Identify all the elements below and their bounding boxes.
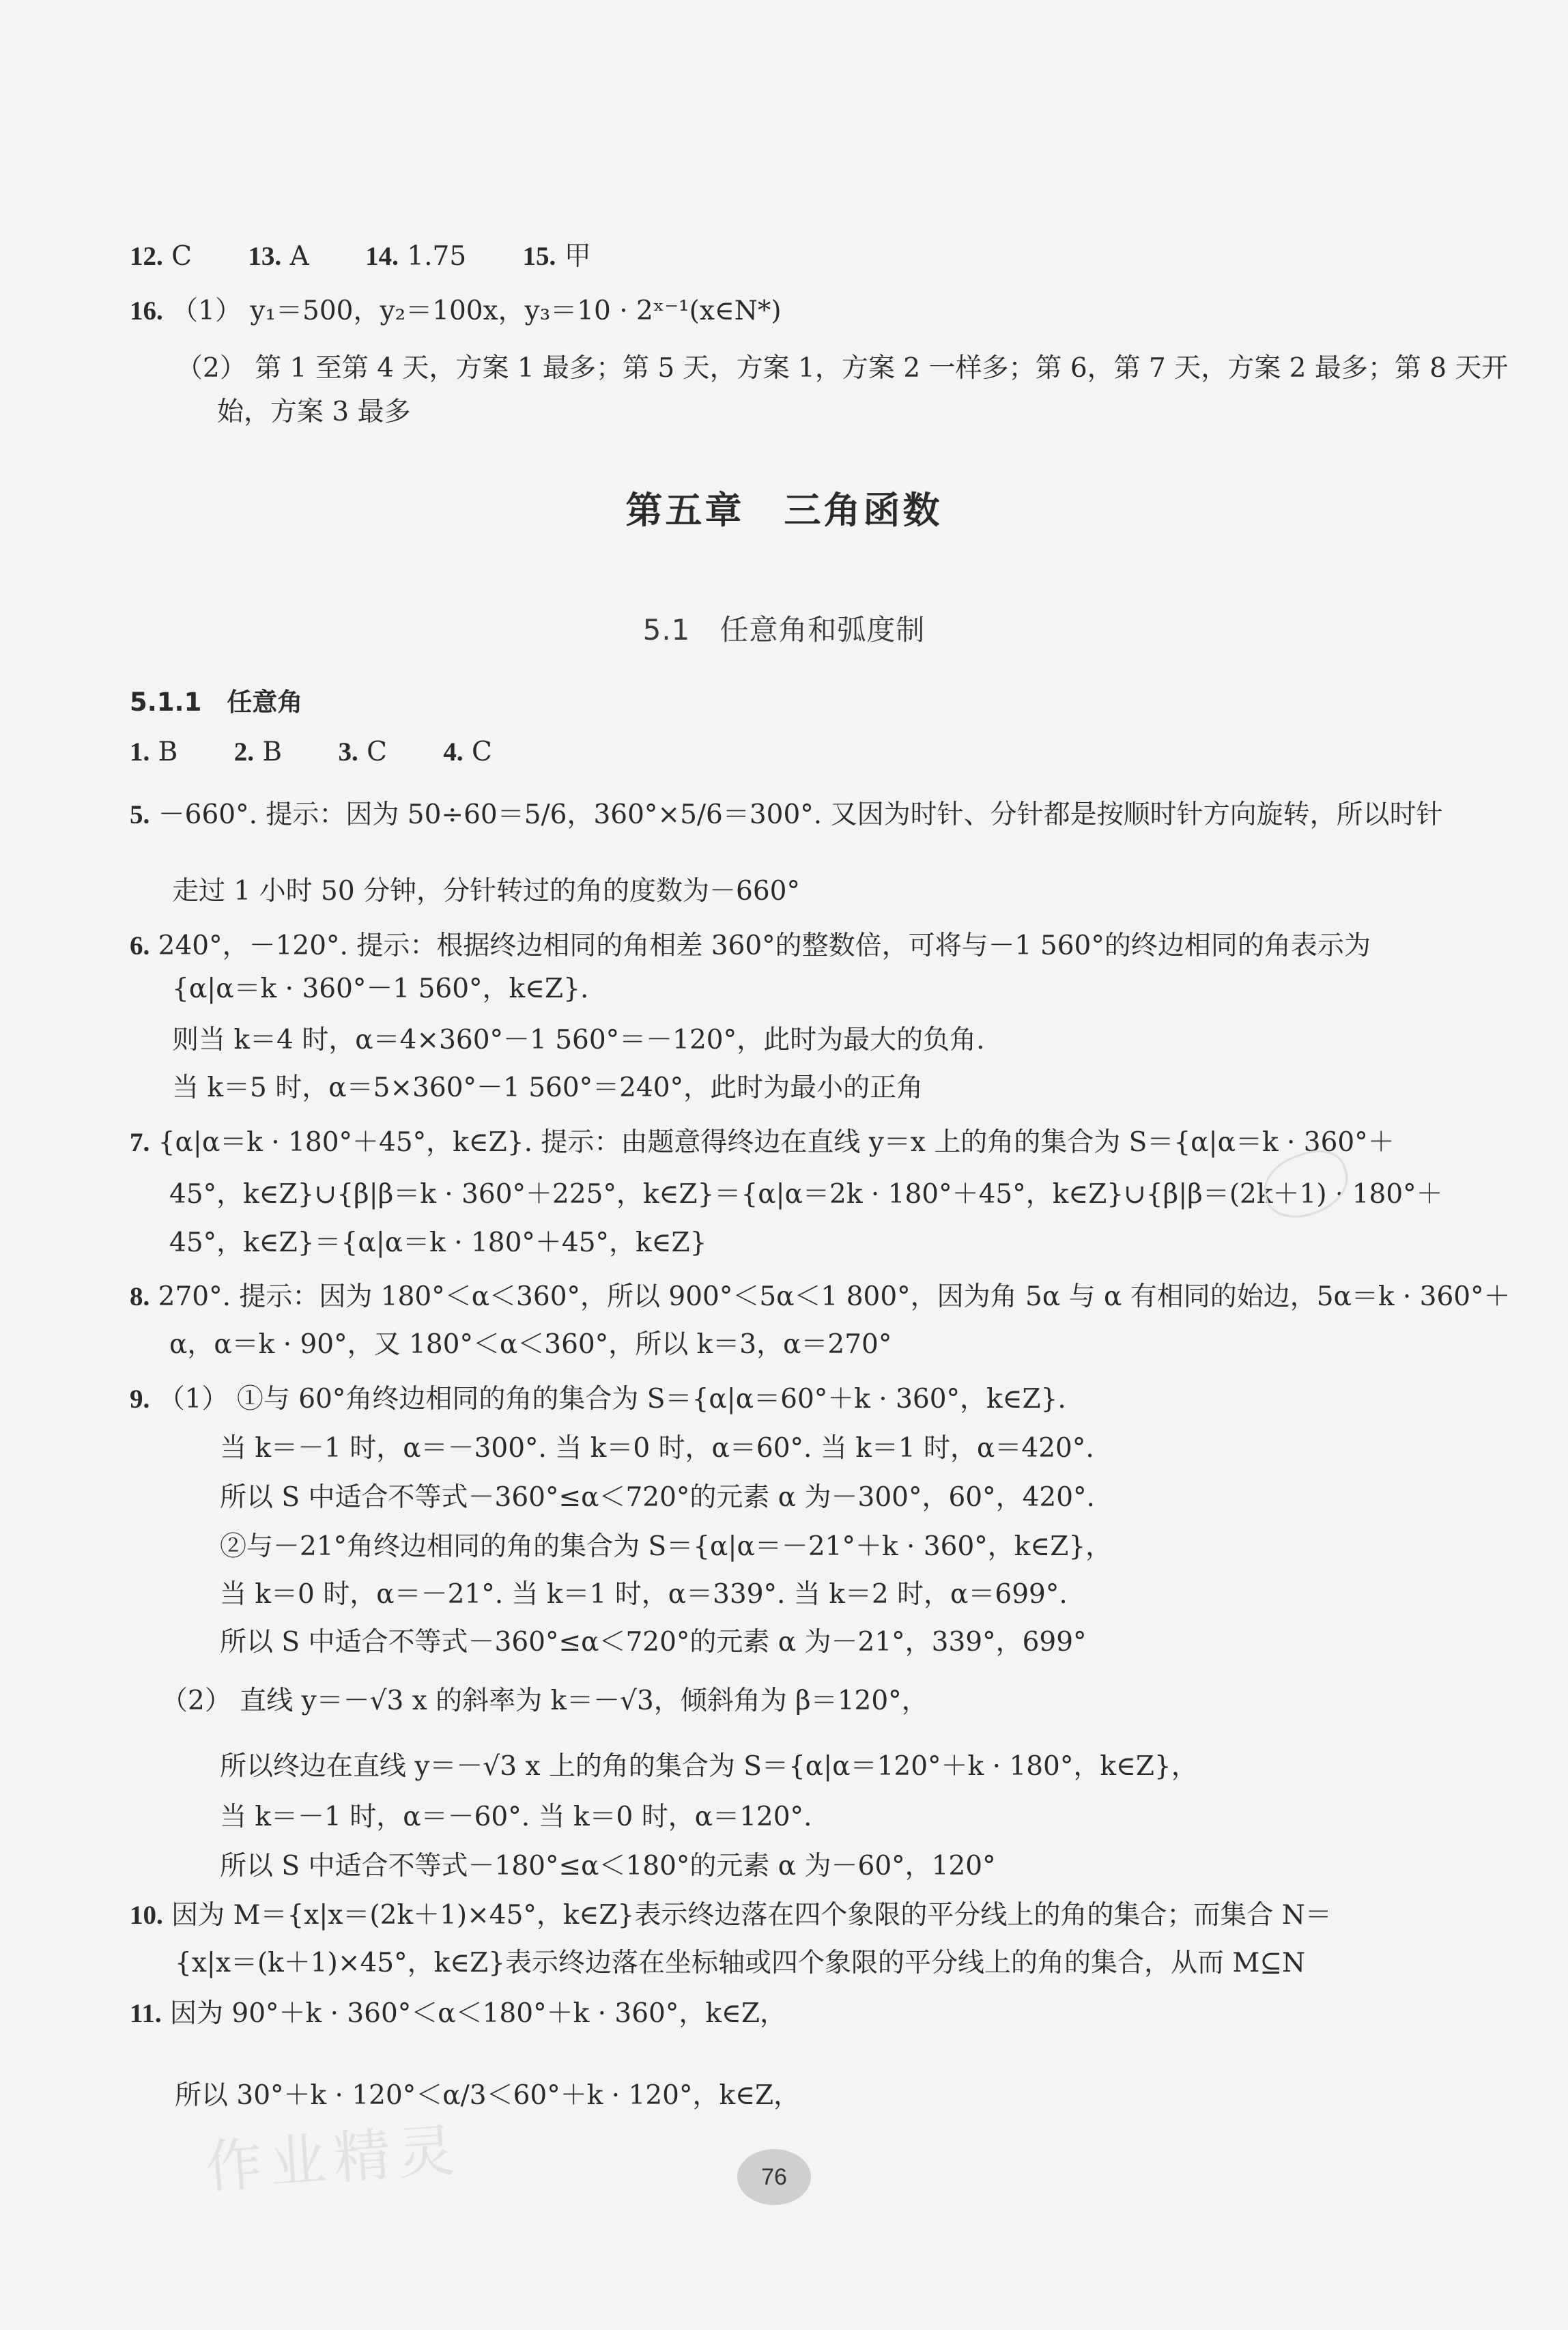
q6-text-1: 240°，－120°. 提示：根据终边相同的角相差 360°的整数倍，可将与－1 560°的终边相同的角表示为 (158, 930, 1371, 961)
q2-number: 2. (233, 737, 254, 767)
q5-line-2 (172, 875, 800, 908)
q9-text-7: （2） 直线 y＝－√3 x 的斜率为 k＝－√3，倾斜角为 β＝120°， (161, 1686, 928, 1716)
q3-number: 3. (338, 737, 358, 767)
answers-1-4 (130, 736, 540, 769)
subsection-title: 5.1.1 任意角 (130, 687, 303, 717)
q3-answer: C (367, 737, 387, 767)
q12-answer: C (171, 241, 192, 272)
q11-line-2 (175, 2079, 800, 2112)
q16-number: 16. (130, 296, 163, 326)
q10-text-2: {x|x＝(k＋1)×45°，k∈Z}表示终边落在坐标轴或四个象限的平分线上的角的集合，从而 M⊆N (175, 1948, 1306, 1978)
q12-number: 12. (130, 242, 163, 271)
q9-line-7 (161, 1685, 928, 1718)
q6-line-2 (172, 973, 588, 1006)
q11-text-2: 所以 30°＋k · 120°＜α/3＜60°＋k · 120°，k∈Z， (175, 2080, 801, 2111)
q16-line-1 (130, 295, 782, 328)
q8-text-2: α，α＝k · 90°，又 180°＜α＜360°，所以 k＝3，α＝270° (169, 1329, 892, 1360)
q5-text-1: －660°. 提示：因为 50÷60＝5/6，360°×5/6＝300°. 又因为时针、分针都是按顺时针方向旋转，所以时针 (158, 799, 1443, 830)
q9-line-8 (220, 1750, 1198, 1783)
q11-number: 11. (130, 1999, 162, 2028)
q8-line-2 (169, 1329, 892, 1361)
q16-text-1: （1） y₁＝500，y₂＝100x，y₃＝10 · 2ˣ⁻¹(x∈N*) (171, 296, 782, 326)
section-title: 5.1 任意角和弧度制 (642, 613, 926, 647)
q9-line-1 (130, 1383, 1066, 1416)
q9-text-1: （1） ①与 60°角终边相同的角的集合为 S＝{α|α＝60°＋k · 360°，k∈Z}. (158, 1384, 1066, 1415)
q9-text-2: 当 k＝－1 时，α＝－300°. 当 k＝0 时，α＝60°. 当 k＝1 时，α＝420°. (220, 1433, 1094, 1464)
q9-line-5 (220, 1578, 1068, 1611)
q11-text-1: 因为 90°＋k · 360°＜α＜180°＋k · 360°，k∈Z， (170, 1998, 786, 2029)
q9-line-6 (220, 1626, 1087, 1659)
q13-number: 13. (248, 242, 282, 271)
q10-line-1 (130, 1899, 1332, 1932)
q9-number: 9. (130, 1384, 150, 1414)
q9-line-4 (220, 1531, 1112, 1563)
q9-line-3 (220, 1481, 1095, 1514)
q6-number: 6. (130, 931, 150, 961)
q1-number: 1. (130, 737, 150, 767)
q5-number: 5. (130, 800, 150, 829)
q1-answer: B (158, 737, 178, 767)
q9-line-2 (220, 1432, 1094, 1465)
answers-12-15 (130, 240, 639, 273)
q6-text-2: {α|α＝k · 360°－1 560°，k∈Z}. (172, 974, 589, 1004)
q6-line-3 (172, 1024, 985, 1057)
q4-answer: C (472, 737, 492, 767)
page-number-badge: 76 (737, 2149, 811, 2205)
q7-number: 7. (130, 1128, 150, 1157)
q9-line-10 (220, 1850, 996, 1883)
q7-text-1: {α|α＝k · 180°＋45°，k∈Z}. 提示：由题意得终边在直线 y＝x 上的角的集合为 S＝{α|α＝k · 360°＋ (158, 1127, 1395, 1158)
q14-number: 14. (365, 242, 399, 271)
q16-text-3: 始，方案 3 最多 (217, 397, 411, 427)
q9-line-9 (220, 1801, 812, 1834)
q5-line-1 (130, 799, 1443, 832)
q9-text-10: 所以 S 中适合不等式－180°≤α＜180°的元素 α 为－60°，120° (220, 1851, 996, 1881)
q13-answer: A (289, 241, 309, 272)
q7-line-2 (169, 1178, 1443, 1211)
q8-text-1: 270°. 提示：因为 180°＜α＜360°，所以 900°＜5α＜1 800°，因为角 5α 与 α 有相同的始边，5α＝k · 360°＋ (158, 1281, 1511, 1312)
q16-text-2: （2） 第 1 至第 4 天，方案 1 最多；第 5 天，方案 1，方案 2 一样多；第 6，第 7 天，方案 2 最多；第 8 天开 (176, 353, 1509, 384)
q15-number: 15. (522, 242, 556, 271)
q6-line-1 (130, 930, 1371, 963)
q9-text-3: 所以 S 中适合不等式－360°≤α＜720°的元素 α 为－300°，60°，420°. (220, 1482, 1095, 1513)
q16-line-3 (217, 396, 411, 429)
q9-text-5: 当 k＝0 时，α＝－21°. 当 k＝1 时，α＝339°. 当 k＝2 时，α＝699°. (220, 1579, 1068, 1610)
q5-text-2: 走过 1 小时 50 分钟，分针转过的角的度数为－660° (172, 876, 800, 907)
q4-number: 4. (443, 737, 464, 767)
q8-line-1 (130, 1281, 1511, 1313)
q7-text-3: 45°，k∈Z}＝{α|α＝k · 180°＋45°，k∈Z} (169, 1227, 707, 1258)
q16-line-2 (176, 352, 1509, 385)
q7-line-1 (130, 1126, 1395, 1159)
watermark-logo: 作业精灵 (203, 2116, 464, 2201)
q6-text-3: 则当 k＝4 时，α＝4×360°－1 560°＝－120°，此时为最大的负角. (172, 1025, 985, 1055)
q10-text-1: 因为 M＝{x|x＝(2k＋1)×45°，k∈Z}表示终边落在四个象限的平分线上的角的集合；而集合 N＝ (171, 1900, 1332, 1931)
q9-text-9: 当 k＝－1 时，α＝－60°. 当 k＝0 时，α＝120°. (220, 1802, 812, 1832)
chapter-title: 第五章 三角函数 (625, 489, 943, 532)
q6-text-4: 当 k＝5 时，α＝5×360°－1 560°＝240°，此时为最小的正角 (172, 1072, 924, 1103)
q11-line-1 (130, 1998, 786, 2030)
q14-answer: 1.75 (407, 241, 467, 272)
q10-number: 10. (130, 1901, 163, 1930)
q10-line-2 (175, 1947, 1305, 1980)
q9-text-6: 所以 S 中适合不等式－360°≤α＜720°的元素 α 为－21°，339°，699° (220, 1627, 1087, 1658)
q7-line-3 (169, 1227, 707, 1260)
q8-number: 8. (130, 1282, 150, 1311)
q6-line-4 (172, 1072, 923, 1105)
q9-text-8: 所以终边在直线 y＝－√3 x 上的角的集合为 S＝{α|α＝120°＋k · 180°，k∈Z}， (220, 1751, 1198, 1782)
q2-answer: B (262, 737, 283, 767)
q7-text-2: 45°，k∈Z}∪{β|β＝k · 360°＋225°，k∈Z}＝{α|α＝2k · 180°＋45°，k∈Z}∪{β|β＝(2k＋1) · 180°＋ (169, 1179, 1443, 1210)
q15-answer: 甲 (564, 241, 591, 272)
q9-text-4: ②与－21°角终边相同的角的集合为 S＝{α|α＝－21°＋k · 360°，k∈Z}， (220, 1531, 1113, 1562)
